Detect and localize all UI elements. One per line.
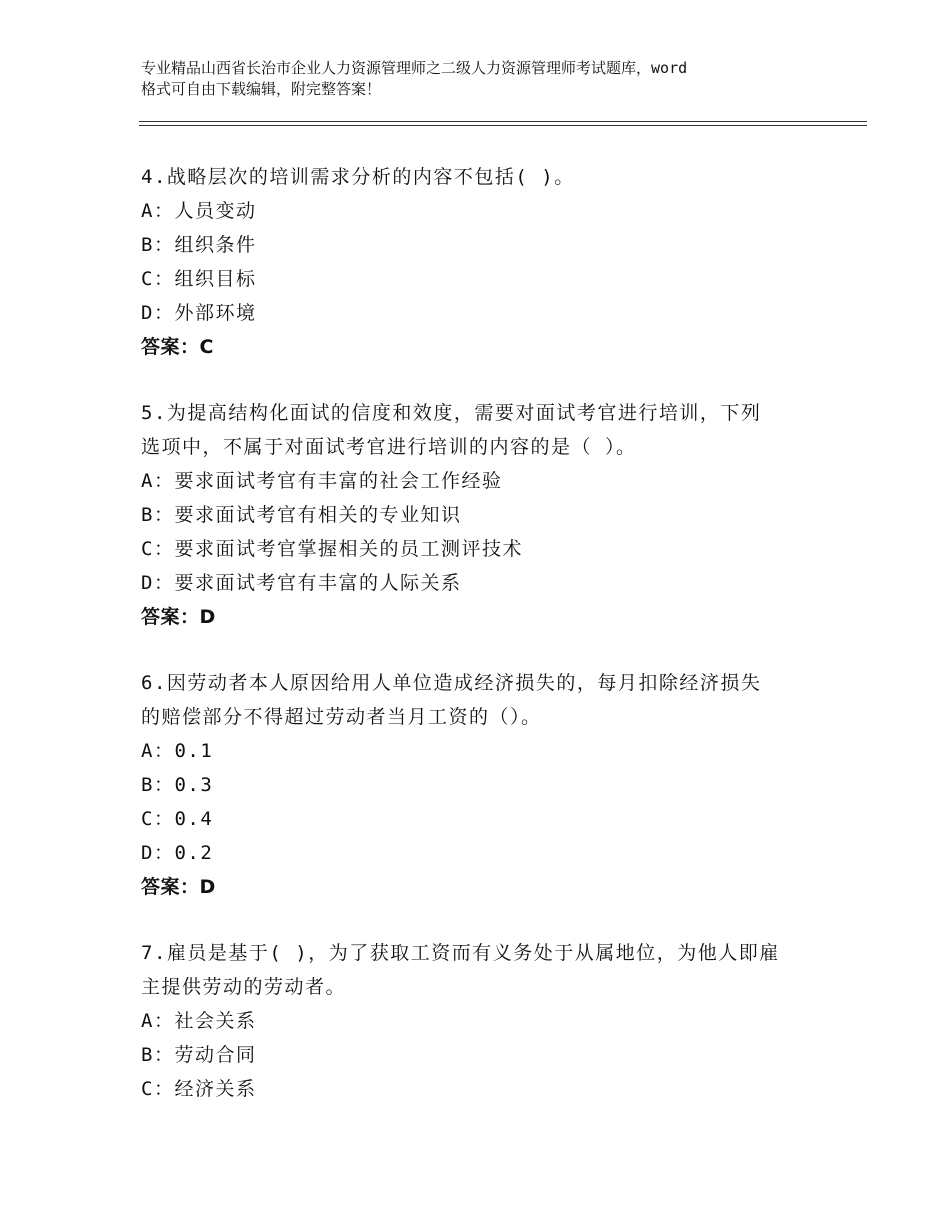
- question-stem-continued: 的赔偿部分不得超过劳动者当月工资的（）。: [141, 706, 542, 728]
- option-d: D：0.2: [141, 842, 214, 864]
- question-stem: 5.为提高结构化面试的信度和效度，需要对面试考官进行培训，下列: [141, 402, 762, 424]
- question-stem: 6.因劳动者本人原因给用人单位造成经济损失的，每月扣除经济损失: [141, 672, 762, 694]
- option-b: B：劳动合同: [141, 1044, 257, 1066]
- document-header: [141, 58, 841, 100]
- option-c: C：要求面试考官掌握相关的员工测评技术: [141, 538, 523, 560]
- answer: 答案：D: [141, 876, 216, 898]
- option-b: B：要求面试考官有相关的专业知识: [141, 504, 462, 526]
- question-stem-continued: 选项中，不属于对面试考官进行培训的内容的是（ ）。: [141, 436, 637, 458]
- header-divider-bottom: [139, 125, 867, 126]
- option-c: C：经济关系: [141, 1078, 257, 1100]
- header-line-1: 专业精品山西省长治市企业人力资源管理师之二级人力资源管理师考试题库，word: [141, 59, 688, 77]
- option-b: B：0.3: [141, 774, 214, 796]
- question-5: [141, 396, 841, 634]
- option-a: A：要求面试考官有丰富的社会工作经验: [141, 470, 503, 492]
- question-7: [141, 936, 841, 1106]
- option-b: B：组织条件: [141, 234, 257, 256]
- option-c: C：组织目标: [141, 268, 257, 290]
- answer: 答案：D: [141, 606, 216, 628]
- answer: 答案：C: [141, 336, 214, 358]
- option-a: A：社会关系: [141, 1010, 257, 1032]
- option-d: D：外部环境: [141, 302, 257, 324]
- question-stem: 4.战略层次的培训需求分析的内容不包括( )。: [141, 166, 575, 188]
- option-a: A：人员变动: [141, 200, 257, 222]
- header-line-2: 格式可自由下载编辑，附完整答案！: [141, 80, 382, 98]
- header-divider-top: [139, 121, 867, 122]
- question-list: [141, 160, 841, 1138]
- option-c: C：0.4: [141, 808, 214, 830]
- question-4: [141, 160, 841, 364]
- question-stem: 7.雇员是基于( )，为了获取工资而有义务处于从属地位，为他人即雇: [141, 942, 780, 964]
- option-d: D：要求面试考官有丰富的人际关系: [141, 572, 462, 594]
- option-a: A：0.1: [141, 740, 214, 762]
- question-stem-continued: 主提供劳动的劳动者。: [141, 976, 347, 998]
- question-6: [141, 666, 841, 904]
